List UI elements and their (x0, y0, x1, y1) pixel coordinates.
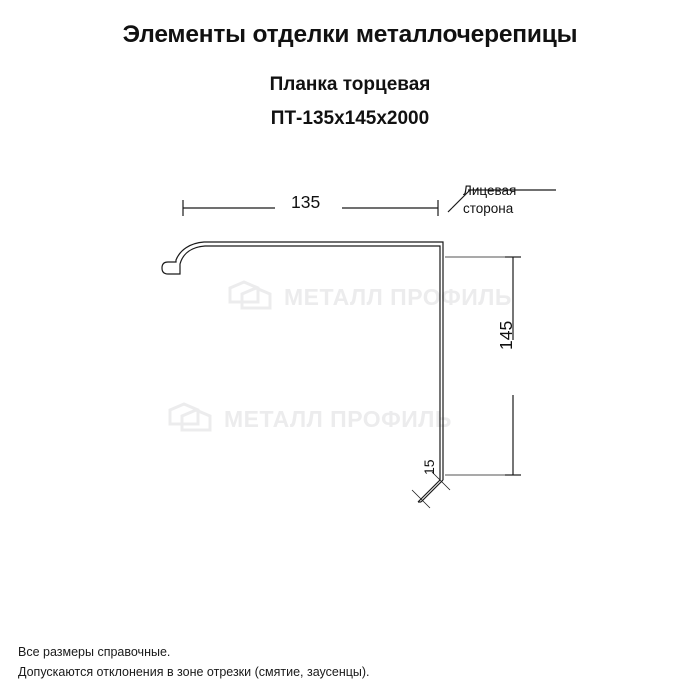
profile-outline-inner (168, 242, 443, 480)
footer-notes (18, 643, 370, 682)
product-code: ПТ-135х145х2000 (270, 108, 430, 130)
footer-line-2: Допускаются отклонения в зоне отрезки (смятие, заусенцы). (18, 664, 370, 679)
watermark-text: МЕТАЛЛ ПРОФИЛЬ (284, 284, 512, 310)
product-name: Планка торцевая (269, 74, 431, 96)
page-title: Элементы отделки металлочерепицы (122, 21, 578, 48)
face-side-annotation (463, 182, 516, 218)
lip-outer (418, 480, 440, 502)
face-side-line2: сторона (463, 201, 514, 217)
face-side-line1: Лицевая (463, 183, 517, 198)
watermark-text: МЕТАЛЛ ПРОФИЛЬ (224, 406, 452, 432)
leader-arrow-face (448, 208, 452, 212)
lip-inner (421, 480, 443, 502)
dimension-label-height: 145 (496, 320, 516, 350)
title-block (0, 20, 700, 130)
profile-outline-outer (162, 246, 440, 480)
dimension-label-lip: 15 (421, 459, 437, 475)
dimension-label-width: 135 (291, 192, 321, 212)
footer-line-1: Все размеры справочные. (18, 645, 171, 660)
technical-drawing (0, 150, 700, 550)
